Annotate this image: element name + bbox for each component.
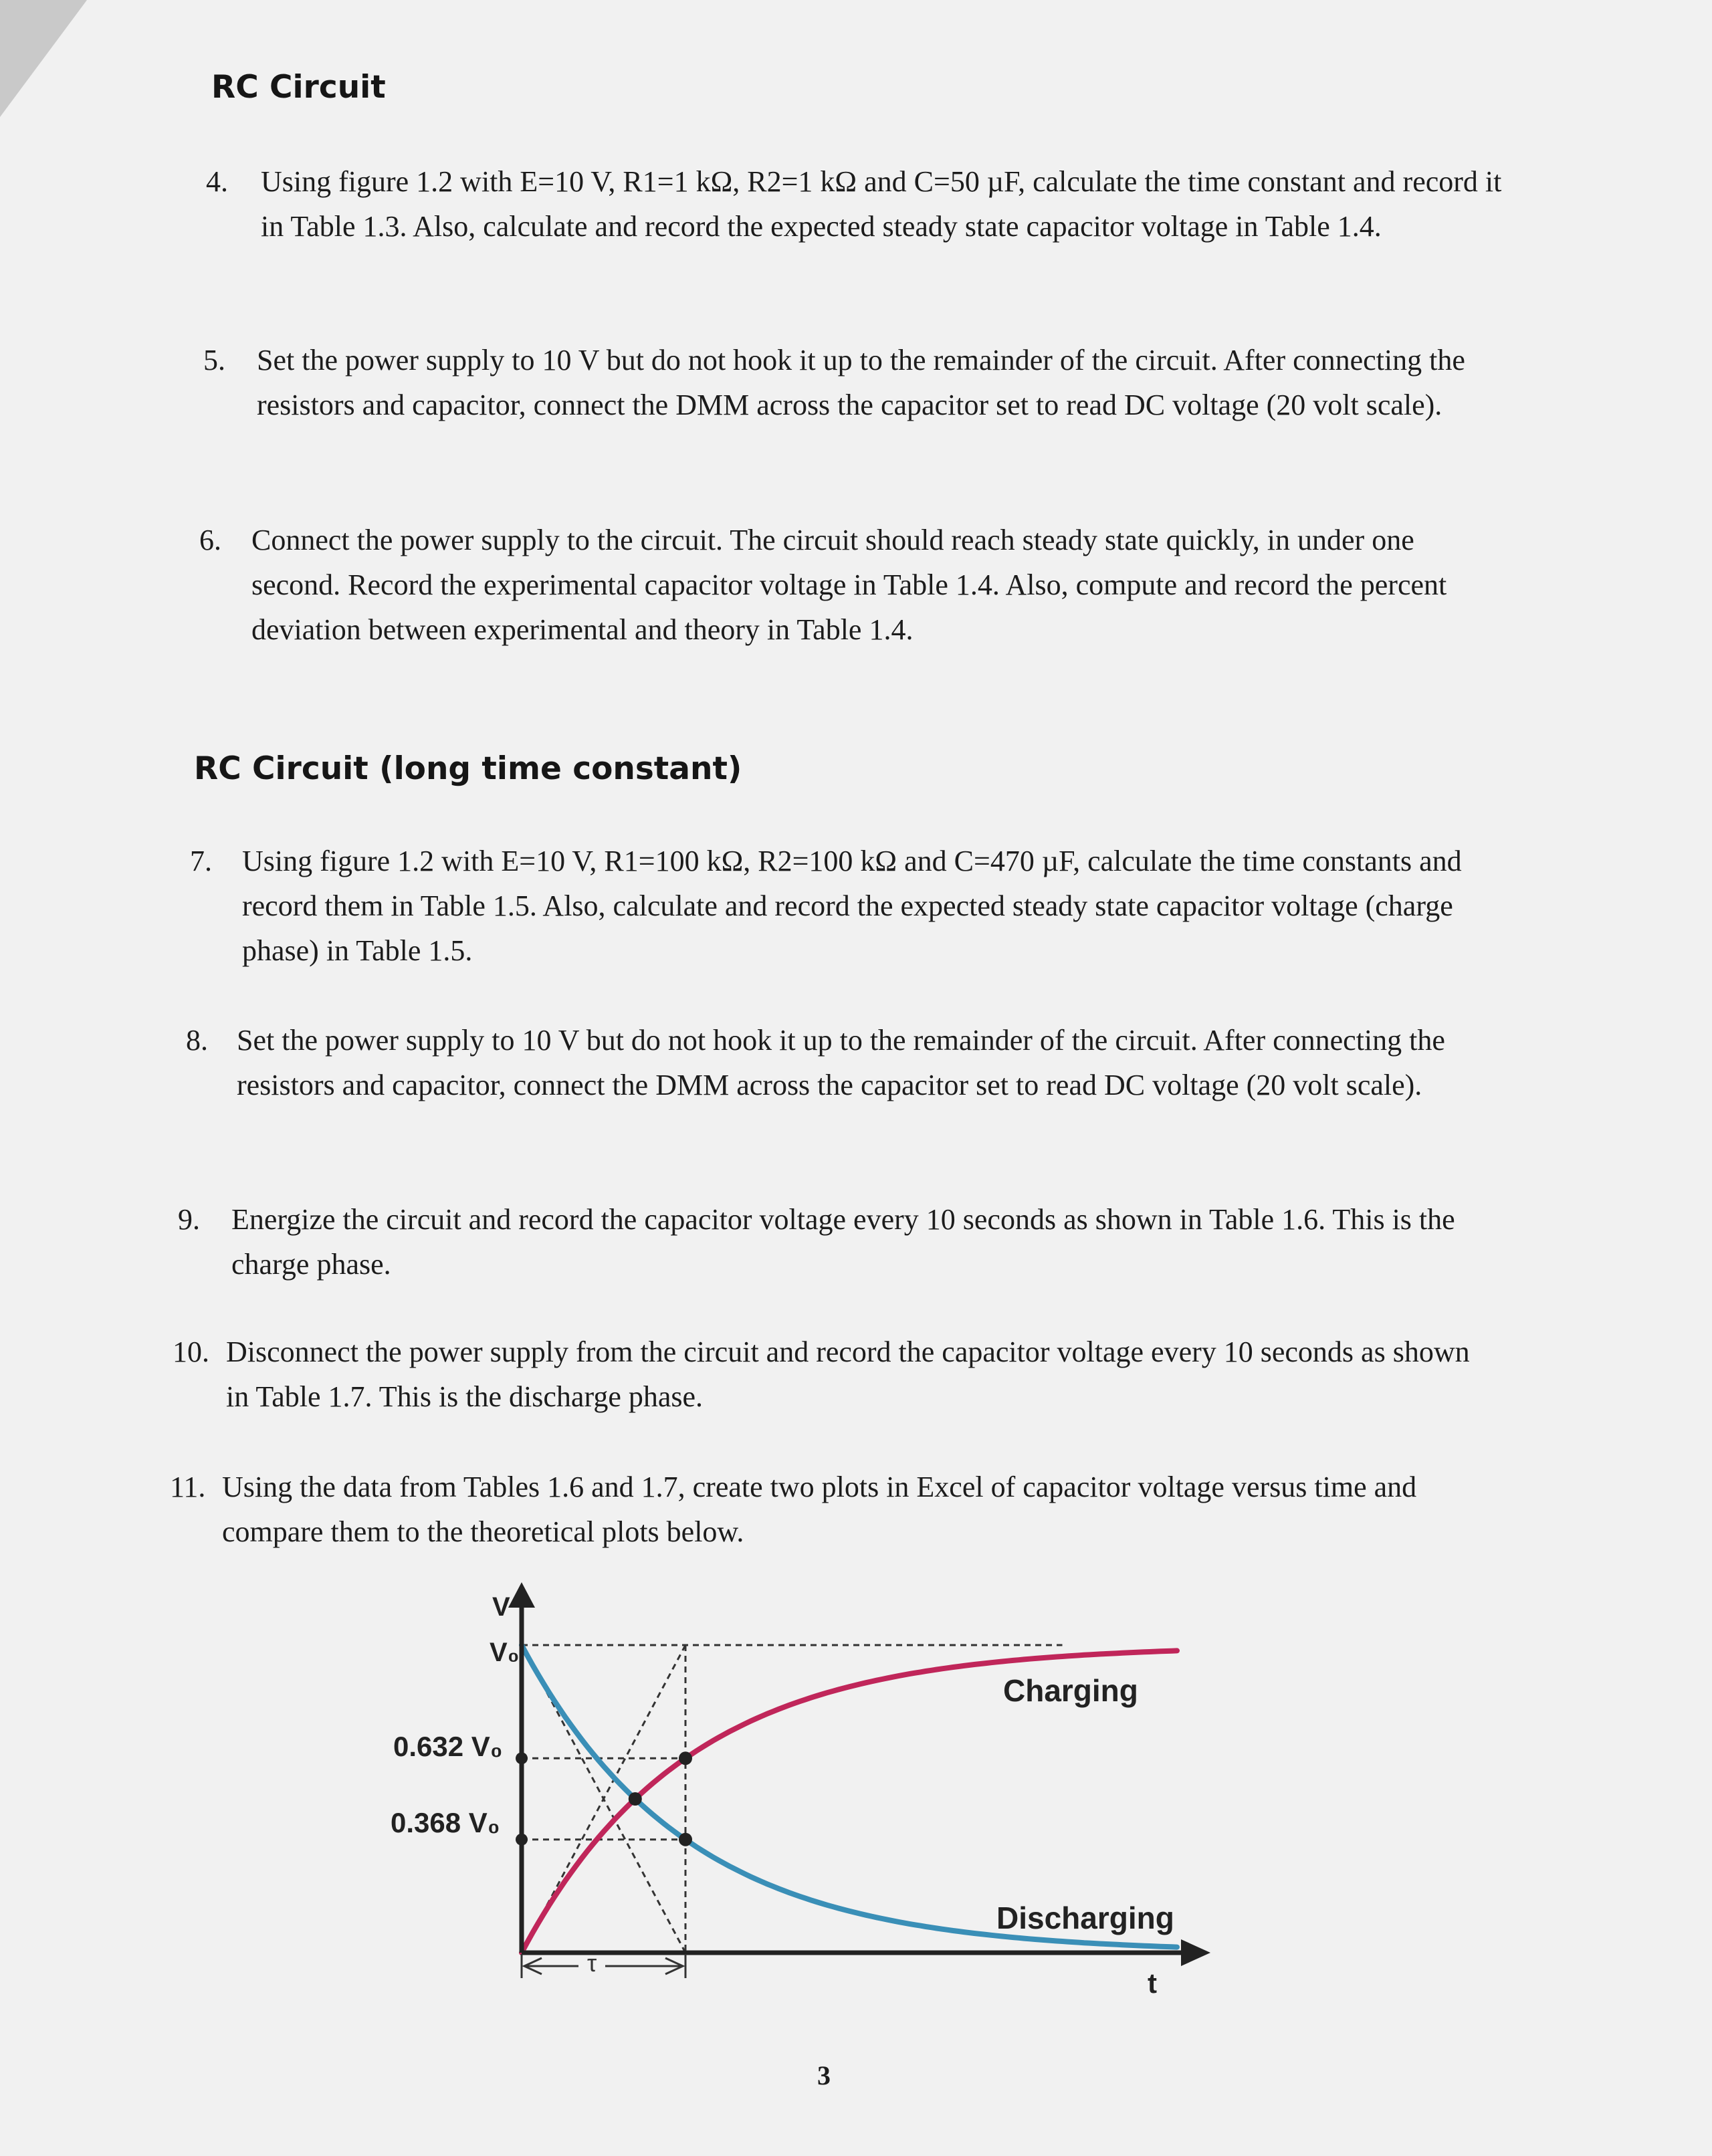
y-tick-dot-0368 <box>516 1834 528 1846</box>
y-axis-arrow <box>508 1582 535 1608</box>
item-number: 6. <box>199 524 221 556</box>
item-number: 5. <box>203 344 225 376</box>
x-axis-arrow <box>1181 1939 1210 1966</box>
x-axis-label: t <box>1148 1967 1157 1999</box>
y-axis-label: V <box>492 1592 510 1622</box>
item-number: 11. <box>170 1471 206 1503</box>
item-text: Disconnect the power supply from the circuit and record the capacitor voltage every 10 seconds as shown in Table 1.7. This is the discharge phase. <box>226 1335 1470 1413</box>
instruction-item-11 <box>170 1465 1481 1554</box>
instruction-item-4 <box>206 159 1517 249</box>
instruction-item-5 <box>203 338 1514 427</box>
rc-charge-discharge-chart <box>374 1578 1217 2006</box>
folded-corner <box>0 0 87 117</box>
section-heading-long-time-constant: RC Circuit (long time constant) <box>194 750 742 787</box>
page-number: 3 <box>817 2060 831 2090</box>
instruction-item-9 <box>178 1197 1489 1287</box>
marked-point-2 <box>679 1833 692 1846</box>
chart-text <box>391 1592 1174 1999</box>
item-number: 8. <box>186 1024 208 1057</box>
instruction-item-6 <box>199 518 1510 652</box>
item-text: Set the power supply to 10 V but do not hook it up to the remainder of the circuit. After connecting the resistors and capacitor, connect the DMM across the capacitor set to read DC voltage (20 volt scale). <box>257 344 1465 421</box>
y-tick-dot-0632 <box>516 1752 528 1764</box>
instruction-item-8 <box>186 1018 1497 1107</box>
marked-point-3 <box>629 1792 642 1806</box>
item-text: Using figure 1.2 with E=10 V, R1=100 kΩ, R2=100 kΩ and C=470 µF, calculate the time constants and record them in Table 1.5. Also, calculate and record the expected steady state capacitor voltage (charge phase) in Table 1.5. <box>242 845 1462 967</box>
y-tick-label-v0: V₀ <box>490 1638 520 1667</box>
instruction-item-7 <box>190 839 1501 973</box>
legend-charging: Charging <box>1003 1673 1138 1708</box>
y-tick-label-0632: 0.632 V₀ <box>393 1731 503 1762</box>
marked-point-1 <box>679 1751 692 1765</box>
item-text: Using the data from Tables 1.6 and 1.7, create two plots in Excel of capacitor voltage versus time and compare them to the theoretical plots below. <box>222 1471 1417 1548</box>
y-tick-label-0368: 0.368 V₀ <box>391 1807 500 1838</box>
item-number: 4. <box>206 165 228 198</box>
item-text: Set the power supply to 10 V but do not hook it up to the remainder of the circuit. After connecting the resistors and capacitor, connect the DMM across the capacitor set to read DC voltage (20 volt scale). <box>237 1024 1445 1101</box>
item-text: Using figure 1.2 with E=10 V, R1=1 kΩ, R2=1 kΩ and C=50 µF, calculate the time constant and record it in Table 1.3. Also, calculate and record the expected steady state capacitor voltage in Table 1.4. <box>261 165 1502 243</box>
item-text: Connect the power supply to the circuit. The circuit should reach steady state quickly, in under one second. Record the experimental capacitor voltage in Table 1.4. Also, compute and record the percent deviation between experimental and theory in Table 1.4. <box>251 524 1447 646</box>
instruction-item-10 <box>173 1329 1483 1419</box>
legend-discharging: Discharging <box>996 1901 1174 1935</box>
item-text: Energize the circuit and record the capacitor voltage every 10 seconds as shown in Table 1.6. This is the charge phase. <box>231 1203 1455 1281</box>
reference-lines <box>522 1645 1063 1953</box>
section-heading-rc-circuit: RC Circuit <box>211 69 386 106</box>
item-number: 7. <box>190 845 212 877</box>
tau-marker-label: τ <box>587 1949 597 1977</box>
item-number: 10. <box>173 1335 209 1368</box>
item-number: 9. <box>178 1203 200 1236</box>
